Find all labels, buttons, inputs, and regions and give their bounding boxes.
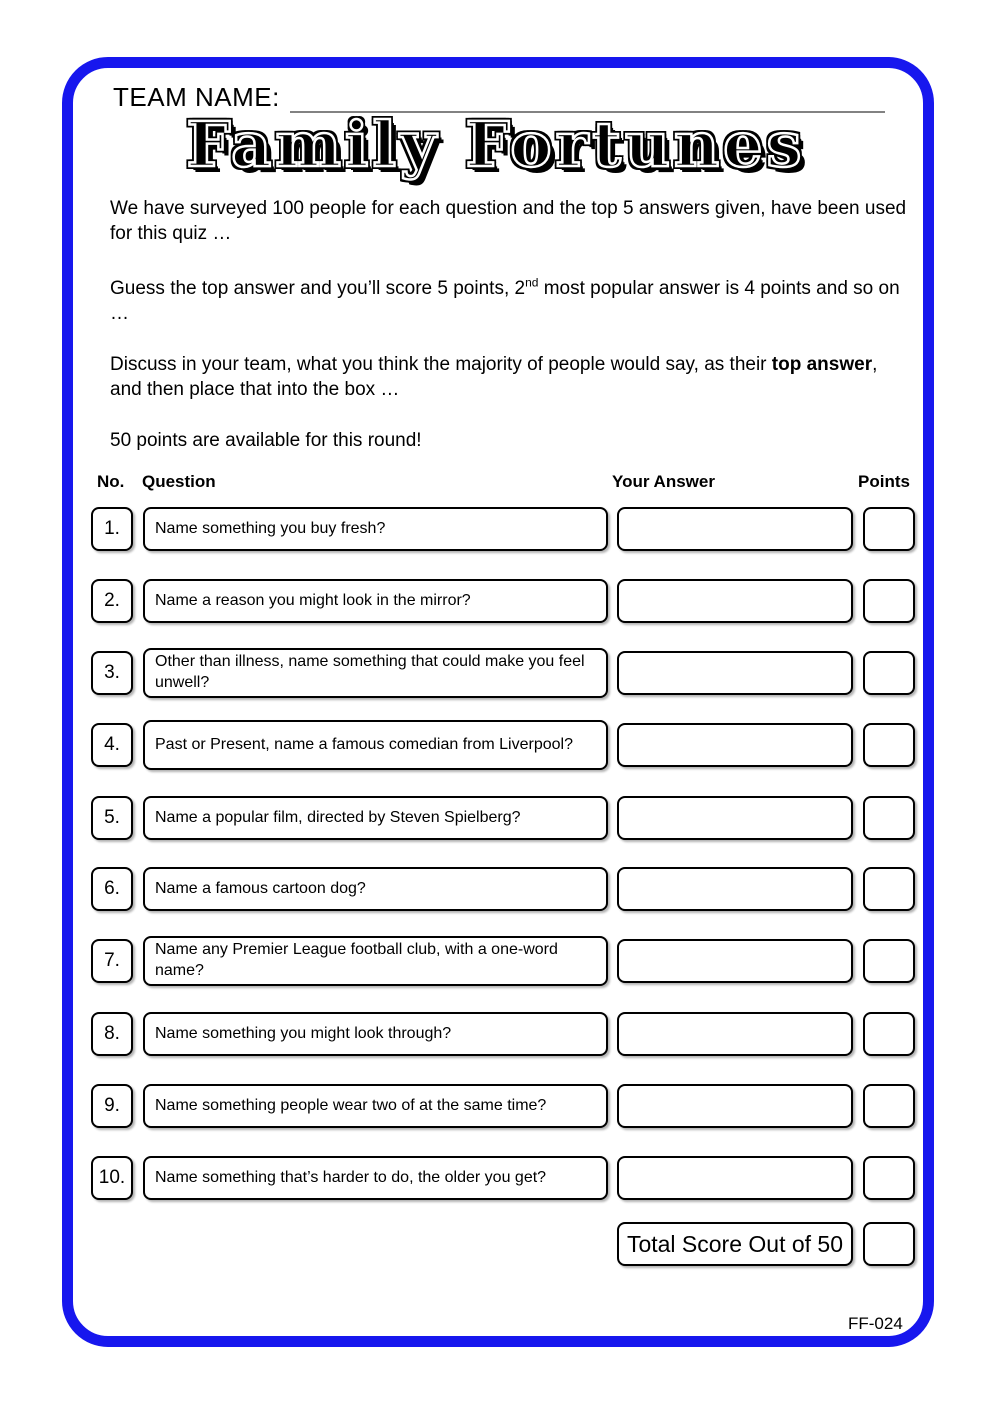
discuss-text-pre: Discuss in your team, what you think the majority of people would say, as their — [110, 354, 772, 375]
table-row — [0, 1154, 992, 1202]
question-number-box: 5. — [91, 796, 133, 840]
question-box — [143, 1156, 608, 1200]
answer-input-box[interactable] — [617, 1012, 853, 1056]
question-text: Name a famous cartoon dog? — [155, 879, 366, 897]
intro-paragraph: We have surveyed 100 people for each question and the top 5 answers given, have been used for this quiz … — [110, 198, 907, 244]
question-box — [143, 720, 608, 770]
question-text: Name something you might look through? — [155, 1024, 452, 1042]
column-header-question: Question — [142, 472, 216, 491]
question-number-box: 8. — [91, 1012, 133, 1056]
table-row — [0, 505, 992, 553]
question-text: Name a popular film, directed by Steven Spielberg? — [155, 808, 521, 826]
table-row — [0, 1082, 992, 1130]
question-number-box: 2. — [91, 579, 133, 623]
answer-input-box[interactable] — [617, 796, 853, 840]
answer-input-box[interactable] — [617, 651, 853, 695]
total-score-row — [0, 1220, 992, 1268]
question-box — [143, 936, 608, 986]
points-input-box[interactable] — [863, 1084, 915, 1128]
table-row — [0, 577, 992, 625]
question-box — [143, 867, 608, 911]
question-number-box: 3. — [91, 651, 133, 695]
sheet-code: FF-024 — [848, 1314, 903, 1333]
question-text: Other than illness, name something that could make you feel unwell? — [155, 653, 585, 691]
question-box — [143, 796, 608, 840]
answer-input-box[interactable] — [617, 867, 853, 911]
question-number-box: 7. — [91, 939, 133, 983]
discuss-paragraph — [110, 352, 910, 402]
question-text: Name a reason you might look in the mirror? — [155, 591, 471, 609]
question-box — [143, 507, 608, 551]
column-header-no: No. — [97, 472, 125, 491]
page-title: Family Fortunes — [186, 108, 806, 181]
points-input-box[interactable] — [863, 1012, 915, 1056]
answer-input-box[interactable] — [617, 723, 853, 767]
question-text: Name something that’s harder to do, the older you get? — [155, 1168, 547, 1186]
question-text: Name something you buy fresh? — [155, 519, 386, 537]
points-input-box[interactable] — [863, 651, 915, 695]
question-text: Name any Premier League football club, with a one-word name? — [155, 941, 558, 979]
question-box — [143, 648, 608, 698]
question-box — [143, 1012, 608, 1056]
table-row — [0, 1010, 992, 1058]
points-input-box[interactable] — [863, 867, 915, 911]
table-row — [0, 794, 992, 842]
total-score-input-box[interactable] — [863, 1222, 915, 1266]
question-number-box: 6. — [91, 867, 133, 911]
total-score-label-box: Total Score Out of 50 — [617, 1222, 853, 1266]
question-number-box: 9. — [91, 1084, 133, 1128]
answer-input-box[interactable] — [617, 507, 853, 551]
question-number-box: 10. — [91, 1156, 133, 1200]
discuss-text-post: , and then place that into the box … — [110, 354, 878, 400]
points-input-box[interactable] — [863, 723, 915, 767]
column-header-your-answer: Your Answer — [612, 472, 715, 491]
points-input-box[interactable] — [863, 796, 915, 840]
points-input-box[interactable] — [863, 507, 915, 551]
scoring-text-pre: Guess the top answer and you’ll score 5 points, 2 — [110, 278, 526, 299]
round-points-line: 50 points are available for this round! — [110, 430, 422, 451]
table-row — [0, 865, 992, 913]
scoring-text-post: most popular answer is 4 points and so on … — [110, 278, 900, 324]
question-text: Past or Present, name a famous comedian from Liverpool? — [155, 735, 573, 753]
question-box — [143, 1084, 608, 1128]
table-row — [0, 721, 992, 769]
table-row — [0, 937, 992, 985]
question-text: Name something people wear two of at the same time? — [155, 1096, 547, 1114]
discuss-text-bold: top answer — [771, 354, 873, 375]
question-box — [143, 579, 608, 623]
points-input-box[interactable] — [863, 939, 915, 983]
table-row — [0, 649, 992, 697]
points-input-box[interactable] — [863, 579, 915, 623]
answer-input-box[interactable] — [617, 579, 853, 623]
question-number-box: 1. — [91, 507, 133, 551]
answer-input-box[interactable] — [617, 939, 853, 983]
question-number-box: 4. — [91, 723, 133, 767]
column-header-points: Points — [858, 472, 910, 491]
team-name-label: TEAM NAME: — [113, 82, 280, 112]
answer-input-box[interactable] — [617, 1156, 853, 1200]
answer-input-box[interactable] — [617, 1084, 853, 1128]
points-input-box[interactable] — [863, 1156, 915, 1200]
scoring-paragraph — [110, 276, 910, 326]
scoring-ordinal-superscript: nd — [525, 275, 539, 290]
